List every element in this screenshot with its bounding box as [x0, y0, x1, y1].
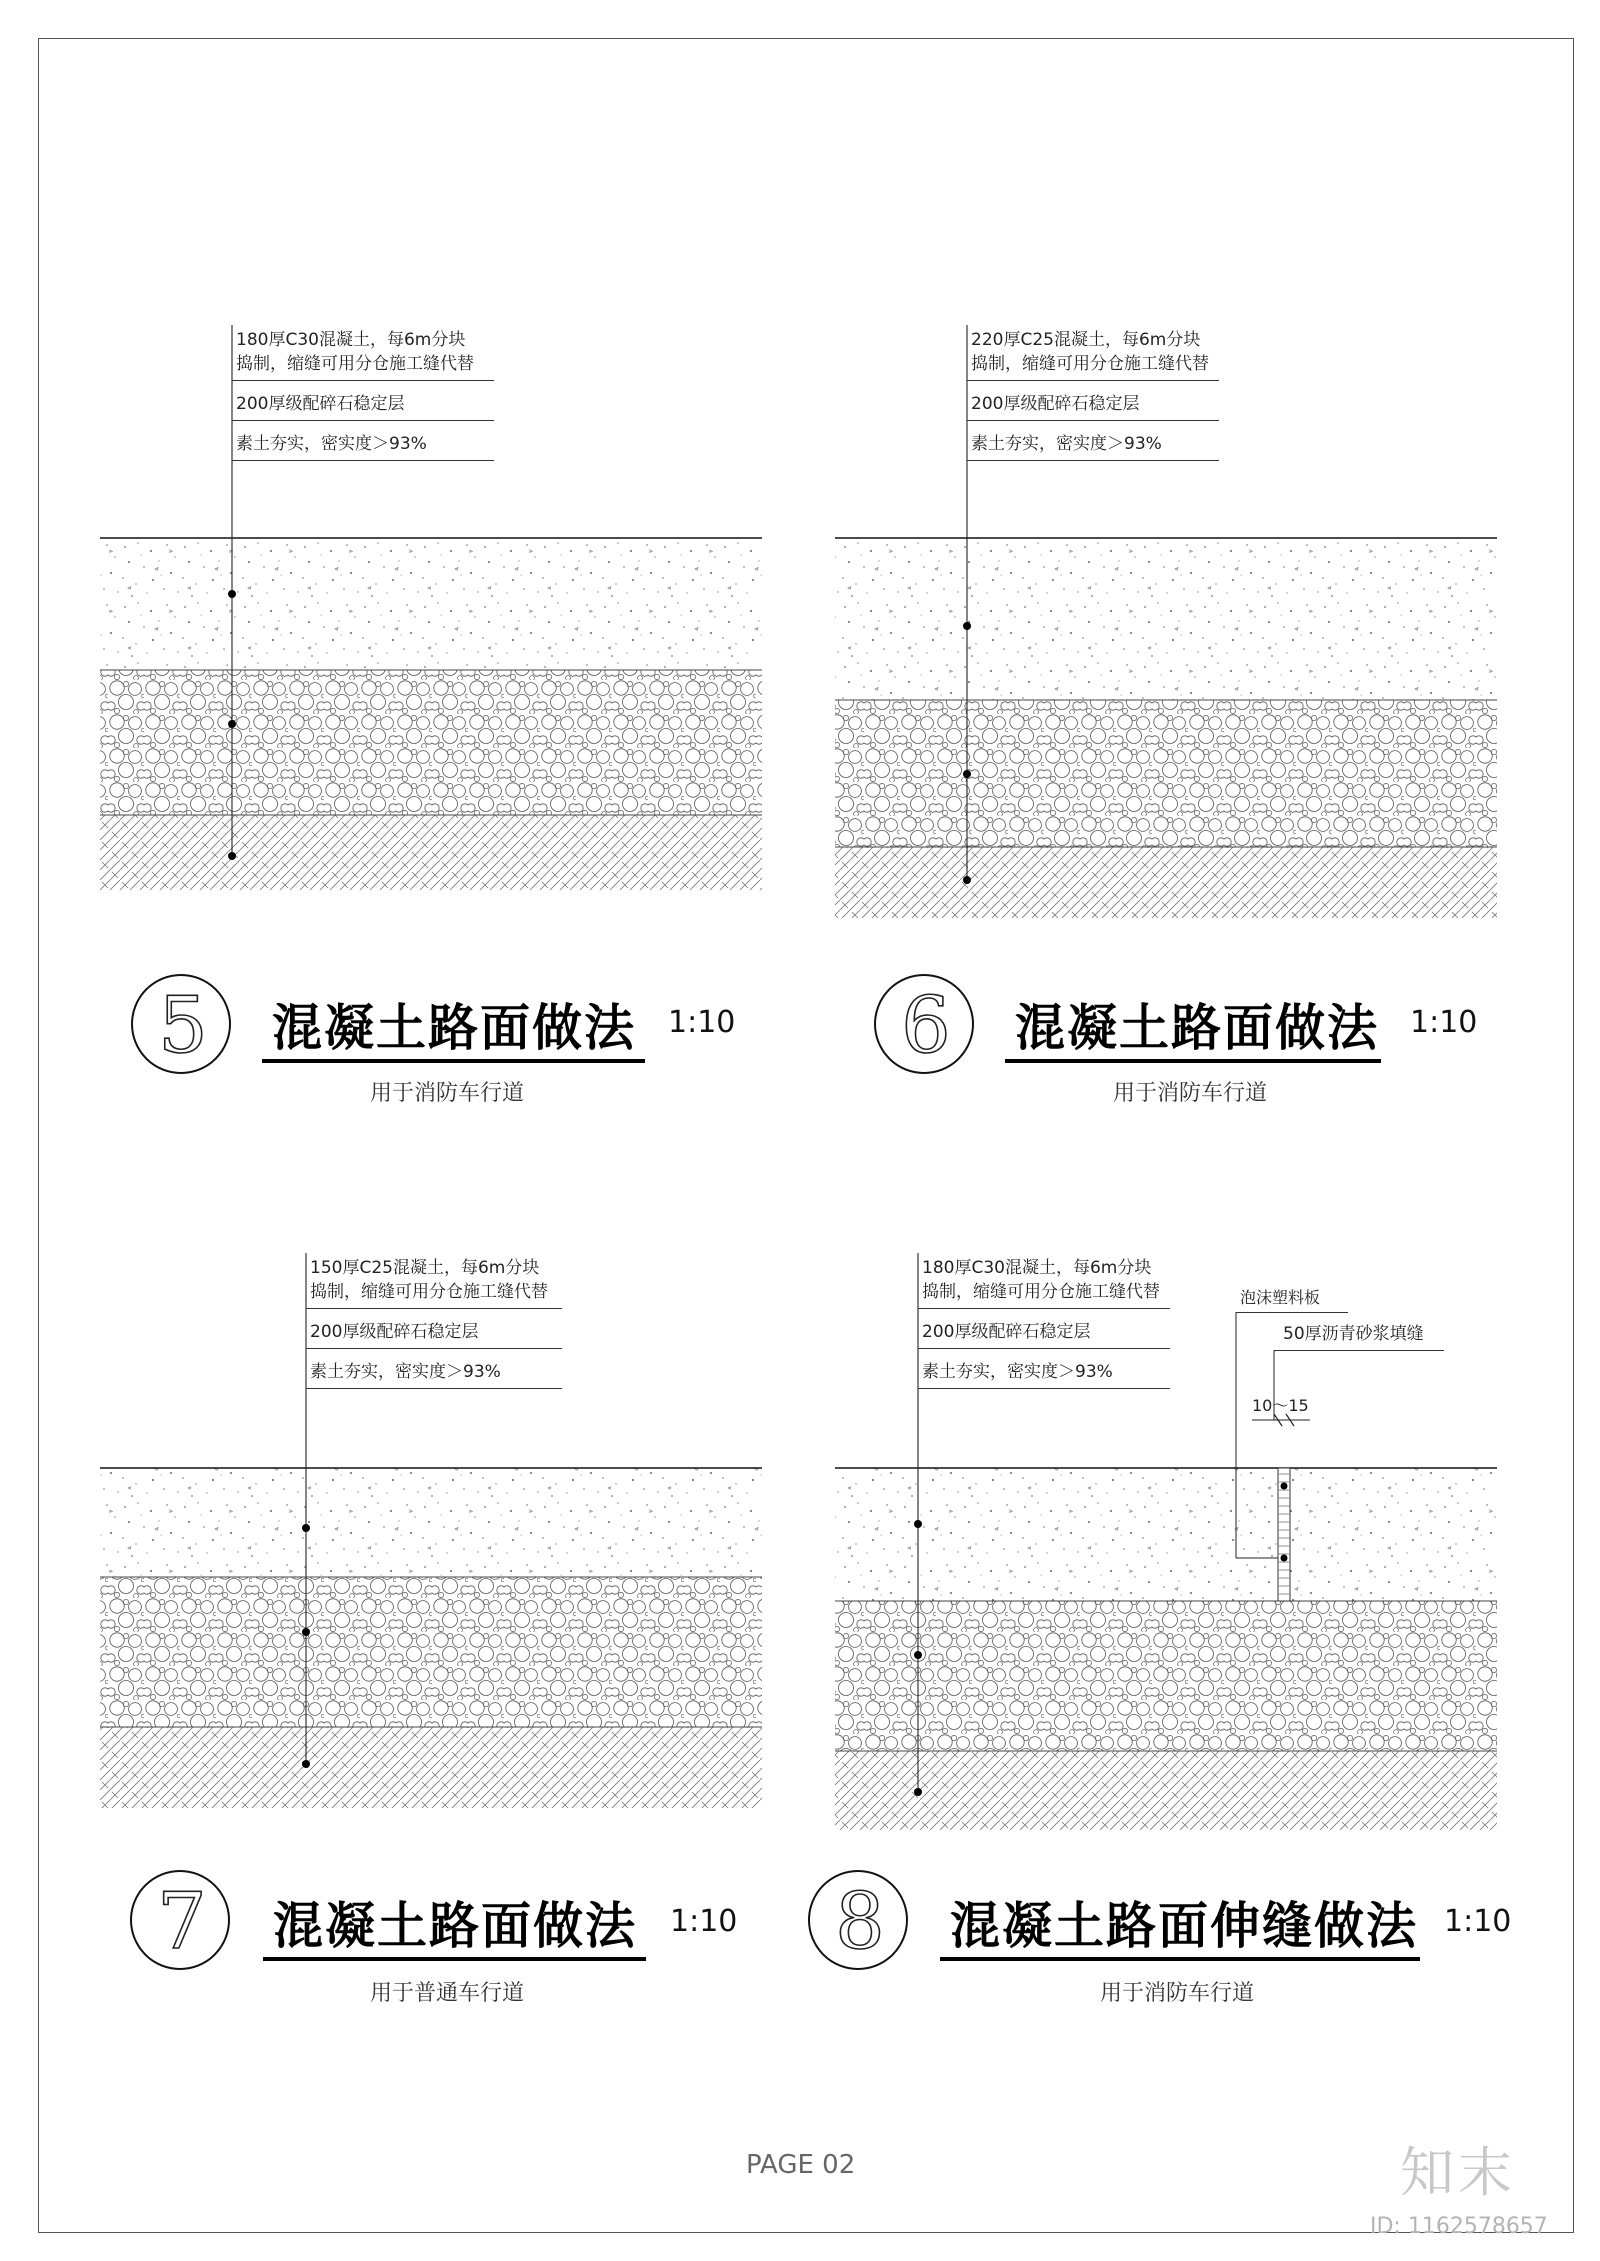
leader-dot	[302, 1760, 310, 1768]
detail-scale: 1:10	[1444, 1904, 1512, 1939]
note-base: 200厚级配碎石稳定层	[971, 394, 1140, 414]
note-underline	[306, 1388, 562, 1389]
concrete-layer	[835, 1468, 1497, 1601]
gravel-base-layer	[100, 670, 762, 815]
title-underline	[940, 1957, 1420, 1961]
note-asphalt-filler: 50厚沥青砂浆填缝	[1283, 1324, 1424, 1344]
leader-dot	[228, 852, 236, 860]
detail-number-circle	[808, 1870, 908, 1970]
note-underline	[967, 380, 1219, 381]
note-underline	[1274, 1350, 1444, 1351]
detail-subtitle: 用于消防车行道	[370, 1081, 525, 1106]
note-underline	[1236, 1312, 1348, 1313]
note-concrete-line-2: 捣制，缩缝可用分仓施工缝代替	[236, 354, 474, 374]
watermark-id: ID: 1162578657	[1370, 2214, 1548, 2239]
concrete-layer	[100, 538, 762, 670]
page-label: PAGE 02	[746, 2150, 856, 2180]
detail-title: 混凝土路面做法	[272, 999, 636, 1057]
leader-dot	[963, 622, 971, 630]
note-underline	[967, 460, 1219, 461]
note-underline	[967, 420, 1219, 421]
note-underline	[918, 1348, 1170, 1349]
leader-dot	[914, 1651, 922, 1659]
detail-scale: 1:10	[670, 1904, 738, 1939]
detail-number: 7	[157, 1877, 207, 1967]
note-concrete-line-1: 180厚C30混凝土，每6m分块	[236, 330, 466, 350]
note-concrete-line-1: 220厚C25混凝土，每6m分块	[971, 330, 1201, 350]
note-foam-board: 泡沫塑料板	[1240, 1288, 1321, 1307]
note-underline	[306, 1348, 562, 1349]
note-subgrade: 素土夯实，密实度＞93%	[310, 1362, 501, 1382]
watermark-brand: 知末	[1400, 2141, 1516, 2204]
detail-title: 混凝土路面做法	[1015, 999, 1379, 1057]
leader-dot	[228, 720, 236, 728]
detail-title: 混凝土路面伸缝做法	[950, 1897, 1418, 1955]
joint-dot	[1281, 1483, 1288, 1490]
note-concrete-line-1: 180厚C30混凝土，每6m分块	[922, 1258, 1152, 1278]
concrete-layer	[835, 538, 1497, 700]
note-base: 200厚级配碎石稳定层	[236, 394, 405, 414]
detail-subtitle: 用于普通车行道	[370, 1981, 525, 2006]
gravel-base-layer	[100, 1577, 762, 1727]
detail-number-circle	[131, 974, 231, 1074]
note-underline	[232, 460, 494, 461]
note-underline	[918, 1388, 1170, 1389]
leader-dot	[302, 1628, 310, 1636]
note-base: 200厚级配碎石稳定层	[310, 1322, 479, 1342]
note-subgrade: 素土夯实，密实度＞93%	[922, 1362, 1113, 1382]
detail-number-circle	[130, 1870, 230, 1970]
leader-dot	[914, 1520, 922, 1528]
note-concrete-line-2: 捣制，缩缝可用分仓施工缝代替	[971, 354, 1209, 374]
detail-scale: 1:10	[1410, 1005, 1478, 1040]
joint-width-dimension: 10～15	[1252, 1396, 1309, 1415]
note-concrete-line-2: 捣制，缩缝可用分仓施工缝代替	[922, 1282, 1160, 1302]
detail-number: 5	[158, 981, 208, 1071]
note-underline	[232, 380, 494, 381]
note-subgrade: 素土夯实，密实度＞93%	[236, 434, 427, 454]
detail-number-circle	[874, 974, 974, 1074]
detail-scale: 1:10	[668, 1005, 736, 1040]
leader-dot	[302, 1524, 310, 1532]
note-subgrade: 素土夯实，密实度＞93%	[971, 434, 1162, 454]
leader-dot	[914, 1788, 922, 1796]
detail-subtitle: 用于消防车行道	[1100, 1981, 1255, 2006]
note-underline	[918, 1308, 1170, 1309]
note-base: 200厚级配碎石稳定层	[922, 1322, 1091, 1342]
title-underline	[262, 1059, 645, 1063]
title-underline	[263, 1957, 646, 1961]
leader-dot	[963, 770, 971, 778]
gravel-base-layer	[835, 1601, 1497, 1751]
concrete-layer	[100, 1468, 762, 1577]
note-concrete-line-2: 捣制，缩缝可用分仓施工缝代替	[310, 1282, 548, 1302]
detail-title: 混凝土路面做法	[273, 1897, 637, 1955]
compacted-soil-layer	[100, 815, 762, 890]
gravel-base-layer	[835, 700, 1497, 847]
detail-subtitle: 用于消防车行道	[1113, 1081, 1268, 1106]
note-concrete-line-1: 150厚C25混凝土，每6m分块	[310, 1258, 540, 1278]
compacted-soil-layer	[835, 1751, 1497, 1830]
detail-number: 8	[835, 1877, 885, 1967]
detail-number: 6	[901, 981, 951, 1071]
leader-dot	[228, 590, 236, 598]
leader-dot	[963, 876, 971, 884]
joint-dot	[1281, 1555, 1288, 1562]
title-underline	[1005, 1059, 1381, 1063]
compacted-soil-layer	[835, 847, 1497, 918]
note-underline	[232, 420, 494, 421]
compacted-soil-layer	[100, 1727, 762, 1808]
note-underline	[306, 1308, 562, 1309]
